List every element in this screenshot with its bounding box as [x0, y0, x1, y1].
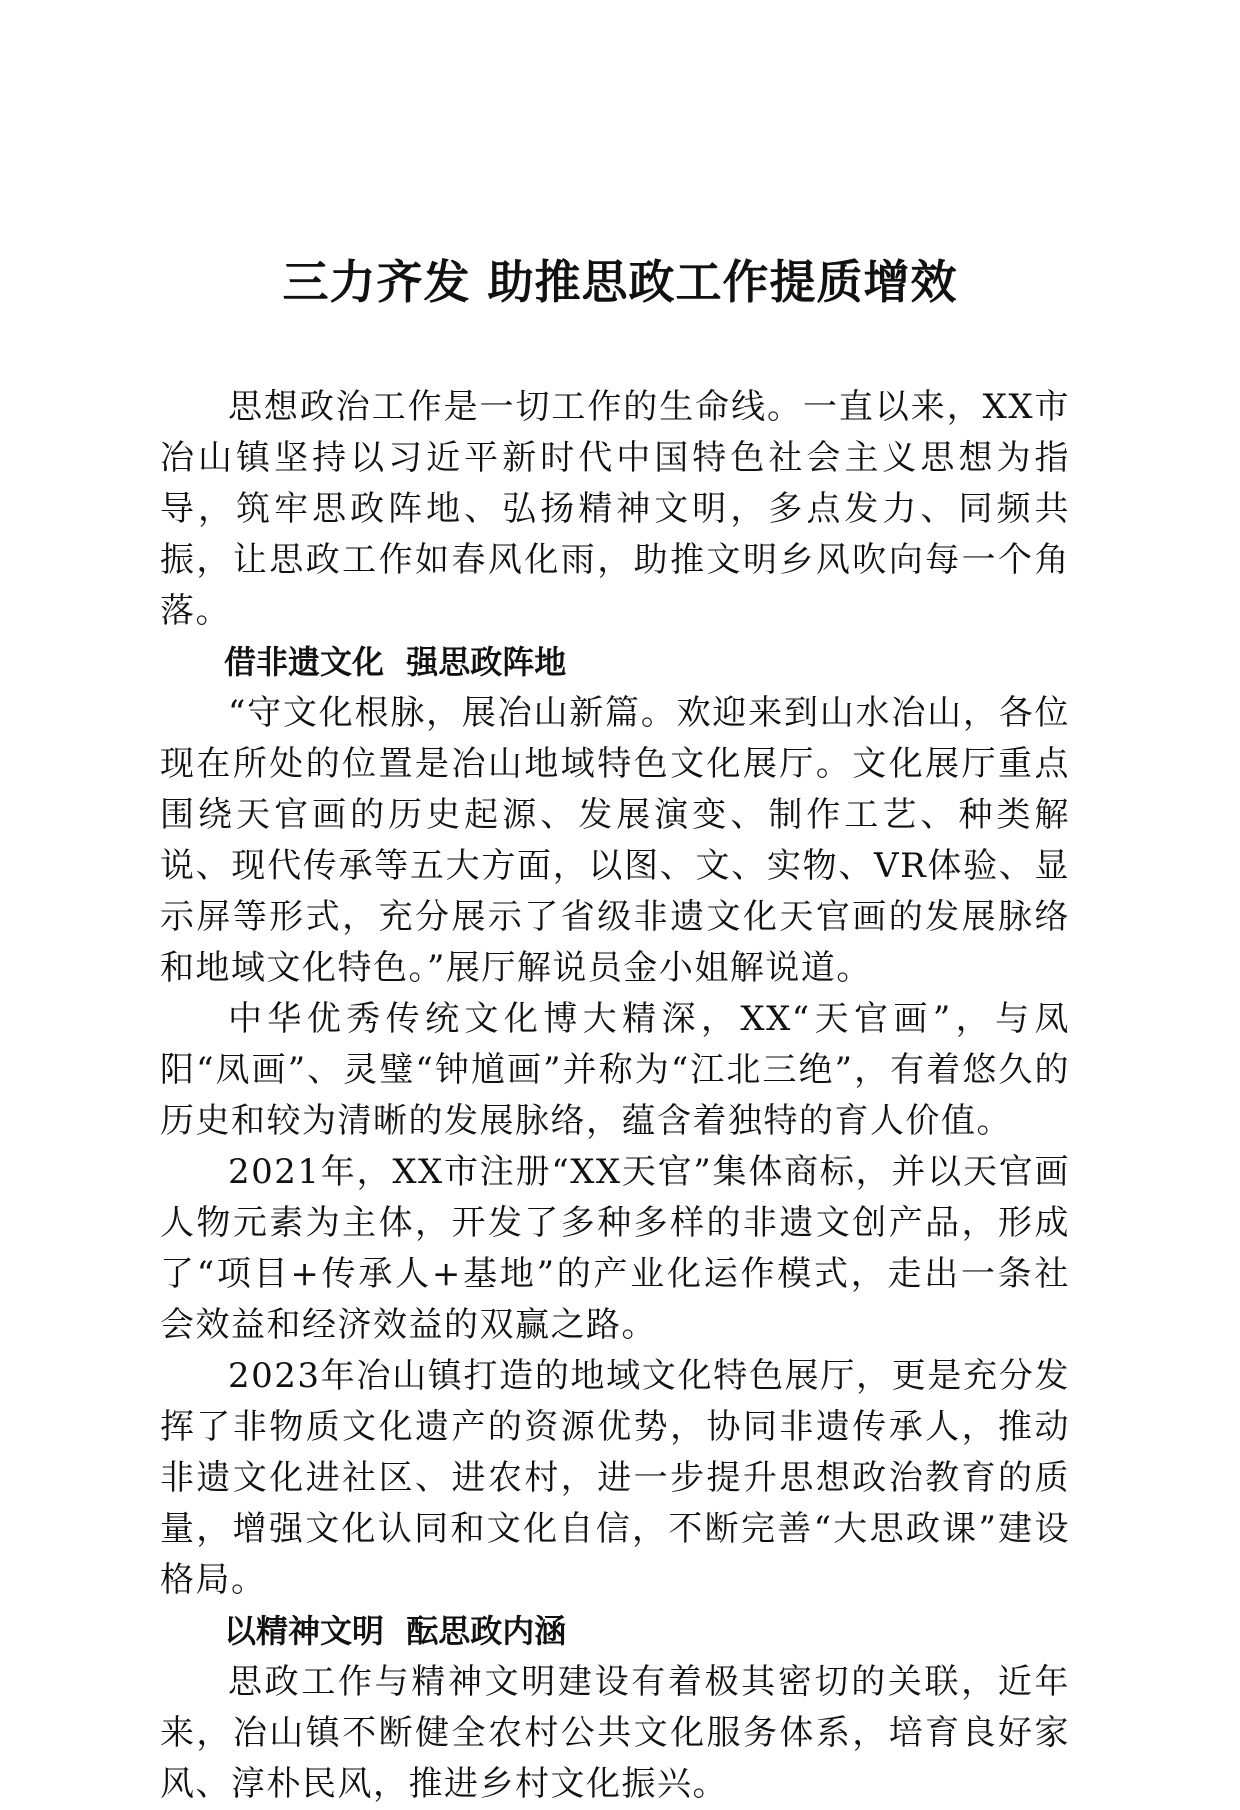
body-paragraph: 2023年冶山镇打造的地域文化特色展厅，更是充分发挥了非物质文化遗产的资源优势，协同非遗传承人，推动非遗文化进社区、进农村，进一步提升思想政治教育的质量，增强文化认同和文化自信，不断完善“大思政课”建设格局。	[160, 1356, 1070, 1600]
body-paragraph: 2021年，XX市注册“XX天官”集体商标，并以天官画人物元素为主体，开发了多种多样的非遗文创产品，形成了“项目+传承人+基地”的产业化运作模式，走出一条社会效益和经济效益的双赢之路。	[160, 1152, 1070, 1345]
intro-paragraph: 思想政治工作是一切工作的生命线。一直以来，XX市冶山镇坚持以习近平新时代中国特色社会主义思想为指导，筑牢思政阵地、弘扬精神文明，多点发力、同频共振，让思政工作如春风化雨，助推文明乡风吹向每一个角落。	[160, 387, 1070, 631]
body-paragraph: 中华优秀传统文化博大精深，XX“天官画”，与凤阳“凤画”、灵璧“钟馗画”并称为“江北三绝”，有着悠久的历史和较为清晰的发展脉络，蕴含着独特的育人价值。	[160, 999, 1070, 1141]
section-heading-civilization: 以精神文明 酝思政内涵	[224, 1612, 567, 1650]
section-heading-heritage: 借非遗文化 强思政阵地	[224, 643, 567, 681]
document-body	[160, 382, 1070, 1810]
body-paragraph: “守文化根脉，展冶山新篇。欢迎来到山水冶山，各位现在所处的位置是冶山地域特色文化展厅。文化展厅重点围绕天官画的历史起源、发展演变、制作工艺、种类解说、现代传承等五大方面，以图、文、实物、VR体验、显示屏等形式，充分展示了省级非遗文化天官画的发展脉络和地域文化特色。”展厅解说员金小姐解说道。	[160, 693, 1070, 988]
document-title: 三力齐发 助推思政工作提质增效	[282, 255, 958, 309]
body-paragraph: 思政工作与精神文明建设有着极其密切的关联，近年来，冶山镇不断健全农村公共文化服务体系，培育良好家风、淳朴民风，推进乡村文化振兴。	[160, 1662, 1070, 1804]
